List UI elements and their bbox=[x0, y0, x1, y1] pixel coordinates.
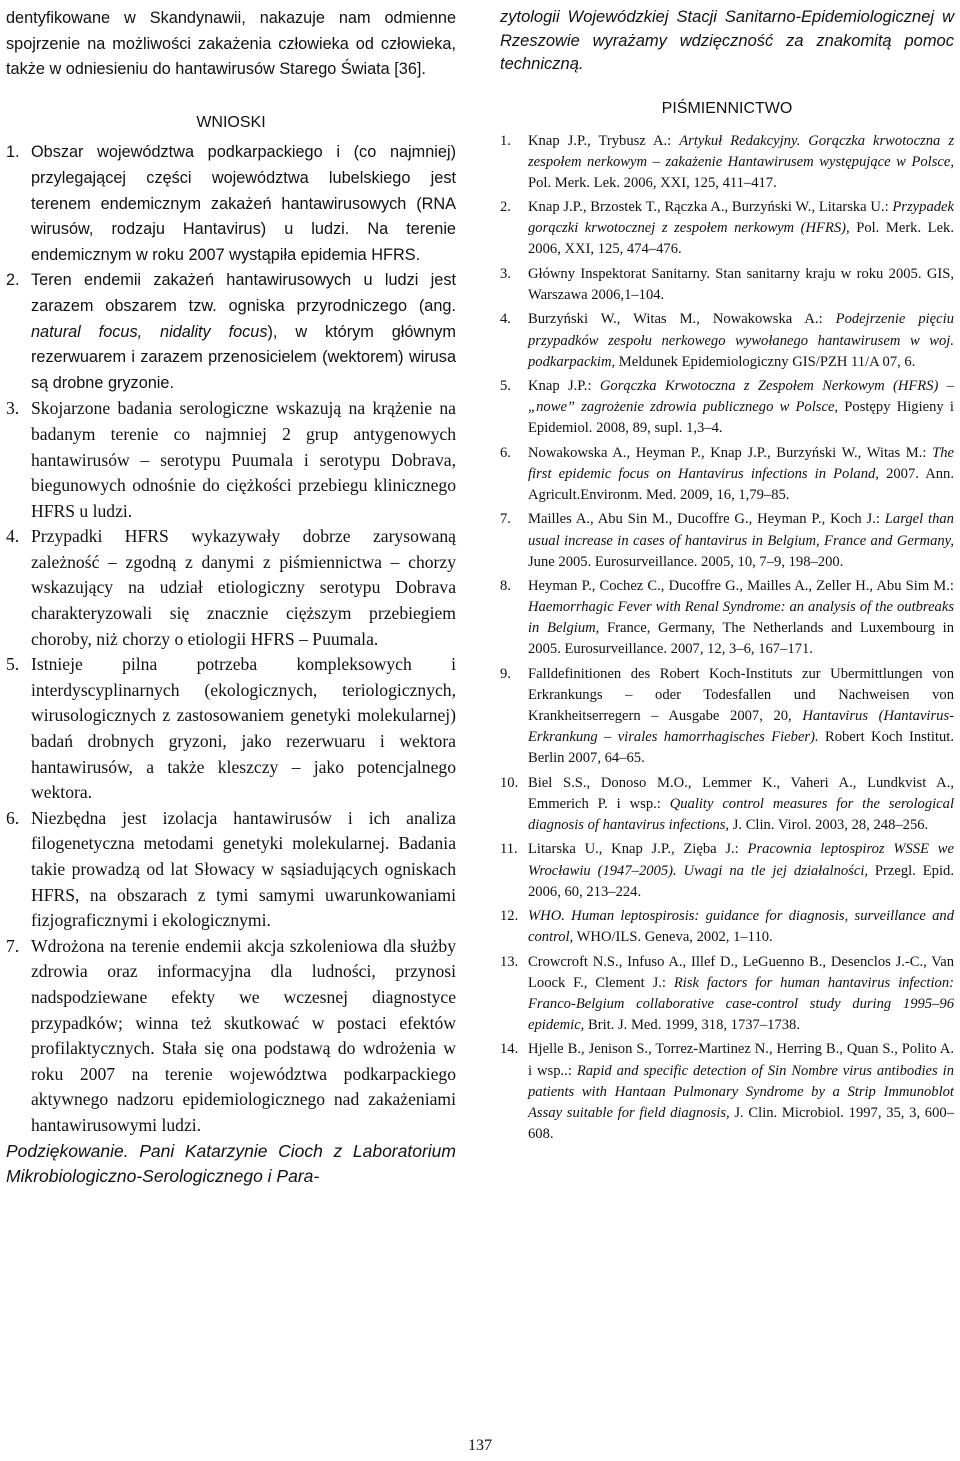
reference-number: 14. bbox=[500, 1041, 519, 1058]
reference-text: Biel S.S., Donoso M.O., Lemmer K., Vaheri A., Lundkvist A., Emmerich P. i wsp.: Quality control measures for the serological diagnosis of hantavirus infections, J. Clin. Virol. 2003, 28, 248–256. bbox=[528, 774, 954, 833]
conclusion-number: 6. bbox=[6, 807, 20, 828]
reference-number: 13. bbox=[500, 953, 519, 970]
conclusion-text: Teren endemii zakażeń hantawirusowych u ludzi jest zarazem obszarem tzw. ogniska przyrodniczego (ang. natural focus, nidality focus), w którym głównym rezerwuarem i zarazem przenosicielem (wektorem) wirusa są drobne gryzonie. bbox=[31, 271, 456, 392]
conclusion-7 bbox=[6, 934, 456, 1139]
reference-item bbox=[500, 376, 954, 439]
conclusion-6 bbox=[6, 806, 456, 934]
conclusion-text: Skojarzone badania serologiczne wskazują na krążenie na badanym terenie co najmniej 2 grup antygenowych hantawirusów – serotypu Puumala i serotypu Dobrava, biegunowych odnośnie do ciężkości przebiegu klinicznego HFRS u ludzi. bbox=[31, 398, 456, 521]
reference-item bbox=[500, 131, 954, 194]
reference-text: Crowcroft N.S., Infuso A., Illef D., LeGuenno B., Desenclos J.-C., Van Loock F., Clement J.: Risk factors for human hantavirus infection: Franco-Belgium collaborative case-control study during 1995–96 epidemic, Brit. J. Med. 1999, 318, 1737–1738. bbox=[528, 953, 954, 1033]
reference-number: 8. bbox=[500, 578, 511, 595]
reference-item bbox=[500, 443, 954, 506]
reference-item bbox=[500, 509, 954, 572]
reference-number: 6. bbox=[500, 444, 511, 461]
reference-item bbox=[500, 576, 954, 660]
reference-item bbox=[500, 664, 954, 769]
reference-item bbox=[500, 773, 954, 836]
conclusion-3 bbox=[6, 396, 456, 524]
reference-item bbox=[500, 1039, 954, 1144]
reference-item bbox=[500, 839, 954, 902]
reference-text: Heyman P., Cochez C., Ducoffre G., Mailles A., Zeller H., Abu Sim M.: Haemorrhagic Fever with Renal Syndrome: an analysis of the outbreaks in Belgium, France, Germany, The Netherlands and Luxembourg in 2005. Eurosurveillance. 2007, 12, 3–6, 167–171. bbox=[528, 578, 954, 658]
reference-text: Knap J.P.: Gorączka Krwotoczna z Zespołem Nerkowym (HFRS) – „nowe” zagrożenie zdrowia publicznego w Polsce, Postępy Higieny i Epidemiol. 2008, 89, supl. 1,3–4. bbox=[528, 378, 954, 437]
reference-number: 4. bbox=[500, 311, 511, 328]
reference-item bbox=[500, 952, 954, 1036]
reference-number: 7. bbox=[500, 511, 511, 528]
conclusion-number: 2. bbox=[6, 271, 20, 290]
conclusions-heading: WNIOSKI bbox=[196, 113, 266, 131]
reference-text: Knap J.P., Brzostek T., Rączka A., Burzyński W., Litarska U.: Przypadek gorączki krwotocznej z zespołem nerkowym (HFRS), Pol. Merk. Lek. 2006, XXI, 125, 474–476. bbox=[528, 199, 954, 258]
conclusion-text: Obszar województwa podkarpackiego i (co najmniej) przylegającej części województwa lubelskiego jest terenem endemicznym zakażeń hantawirusowych (RNA wirusów, rodzaju Hantavirus) u ludzi. Na terenie endemicznym w roku 2007 wystąpiła epidemia HFRS. bbox=[31, 143, 456, 264]
conclusion-number: 7. bbox=[6, 935, 20, 956]
conclusion-4 bbox=[6, 524, 456, 652]
conclusion-number: 5. bbox=[6, 654, 20, 675]
reference-item bbox=[500, 309, 954, 372]
reference-item bbox=[500, 197, 954, 260]
reference-text: Litarska U., Knap J.P., Zięba J.: Pracownia leptospiroz WSSE we Wrocławiu (1947–2005). Uwagi na tle jej działalności, Przegl. Epid. 2006, 60, 213–224. bbox=[528, 841, 954, 900]
reference-text: Mailles A., Abu Sin M., Ducoffre G., Heyman P., Koch J.: Largel than usual increase in cases of hantavirus in Belgium, France and Germany, June 2005. Eurosurveillance. 2005, 10, 7–9, 198–200. bbox=[528, 511, 954, 570]
references-heading: PIŚMIENNICTWO bbox=[661, 99, 793, 117]
reference-item bbox=[500, 264, 954, 306]
reference-text: Burzyński W., Witas M., Nowakowska A.: Podejrzenie pięciu przypadków zespołu nerkowego wywołanego hantawirusem w woj. podkarpackim, Meldunek Epidemiologiczny GIS/PZH 11/A 07, 6. bbox=[528, 311, 954, 370]
conclusion-text: Istnieje pilna potrzeba kompleksowych i interdyscyplinarnych (ekologicznych, teriologicznych, wirusologicznych z zastosowaniem genetyki molekularnej) badań drobnych gryzoni, jako rezerwuaru i wektora hantawirusów, a także kleszczy – jako potencjalnego wektora. bbox=[31, 654, 456, 803]
reference-item bbox=[500, 906, 954, 948]
conclusion-number: 3. bbox=[6, 398, 20, 419]
conclusion-1 bbox=[6, 140, 456, 268]
page-number: 137 bbox=[468, 1437, 492, 1454]
conclusion-text: Niezbędna jest izolacja hantawirusów i ich analiza filogenetyczna metodami genetyki molekularnej. Badania takie prowadzą od lat Słowacy w sąsiadujących ogniskach HFRS, na obszarach z tymi samymi uwarunkowaniami fizjograficznymi i ekologicznymi. bbox=[31, 807, 456, 931]
conclusion-number: 4. bbox=[6, 526, 20, 547]
reference-number: 1. bbox=[500, 132, 511, 149]
reference-number: 11. bbox=[500, 841, 518, 858]
reference-text: Falldefinitionen des Robert Koch-Instituts zur Ubermittlungen von Erkrankungs – oder Todesfallen und Nachweisen von Krankheitserregern – Ausgabe 2007, 20, Hantavirus (Hantavirus-Erkrankung – virales hamorrhagisches Fieber). Robert Koch Institut. Berlin 2007, 64–65. bbox=[528, 665, 955, 767]
reference-number: 5. bbox=[500, 378, 511, 395]
intro-paragraph: dentyfikowane w Skandynawii, nakazuje nam odmienne spojrzenie na możliwości zakażenia człowieka od człowieka, także w odniesieniu do hantawirusów Starego Świata [36]. bbox=[6, 9, 456, 79]
conclusion-number: 1. bbox=[6, 143, 20, 162]
reference-text: Hjelle B., Jenison S., Torrez-Martinez N., Herring B., Quan S., Polito A. i wsp..: Rapid and specific detection of Sin Nombre virus antibodies in patients with Hantaan Pulmonary Syndrome by a Strip Immunoblot Assay suitable for field diagnosis, J. Clin. Microbiol. 1997, 35, 3, 600–608. bbox=[528, 1041, 954, 1142]
references-list bbox=[500, 131, 954, 1145]
conclusion-2 bbox=[6, 268, 456, 396]
reference-text: Knap J.P., Trybusz A.: Artykuł Redakcyjny. Gorączka krwotoczna z zespołem nerkowym – zakażenie Hantawirusem występujące w Polsce, Pol. Merk. Lek. 2006, XXI, 125, 411–417. bbox=[528, 132, 954, 191]
reference-number: 2. bbox=[500, 199, 511, 216]
reference-number: 10. bbox=[500, 774, 519, 791]
left-column bbox=[6, 6, 456, 1190]
reference-number: 3. bbox=[500, 265, 511, 282]
right-column bbox=[500, 6, 954, 1148]
reference-number: 12. bbox=[500, 908, 519, 925]
acknowledgement-start: Podziękowanie. Pani Katarzynie Cioch z Laboratorium Mikrobiologiczno-Serologicznego i Para- bbox=[6, 1140, 456, 1187]
conclusion-text: Wdrożona na terenie endemii akcja szkoleniowa dla służby zdrowia oraz informacyjna dla ludności, przynosi nadspodziewane efekty we wczesnej diagnostyce przypadków; winna też skutkować w postaci efektów profilaktycznych. Stała się ona podstawą do wdrożenia w roku 2007 na terenie województwa podkarpackiego aktywnego nadzoru epidemiologicznego nad zakażeniami hantawirusowymi ludzi. bbox=[31, 935, 456, 1135]
acknowledgement-end: zytologii Wojewódzkiej Stacji Sanitarno-Epidemiologicznej w Rzeszowie wyrażamy wdzięczność za znakomitą pomoc techniczną. bbox=[500, 8, 954, 73]
reference-number: 9. bbox=[500, 665, 511, 682]
reference-text: Główny Inspektorat Sanitarny. Stan sanitarny kraju w roku 2005. GIS, Warszawa 2006,1–104. bbox=[528, 265, 954, 303]
conclusion-text: Przypadki HFRS wykazywały dobrze zarysowaną zależność – zgodną z danymi z piśmiennictwa – chorzy wskazujący na udział etiologiczny serotypu Dobrava charakteryzowali się znacznie cięższym przebiegiem choroby, niż chorzy o etiologii HFRS – Puumala. bbox=[31, 526, 456, 649]
conclusion-5 bbox=[6, 652, 456, 806]
reference-text: WHO. Human leptospirosis: guidance for diagnosis, surveillance and control, WHO/ILS. Geneva, 2002, 1–110. bbox=[528, 908, 954, 946]
reference-text: Nowakowska A., Heyman P., Knap J.P., Burzyński W., Witas M.: The first epidemic focus on Hantavirus infections in Poland, 2007. Ann. Agricult.Environm. Med. 2009, 16, 1,79–85. bbox=[528, 444, 954, 503]
